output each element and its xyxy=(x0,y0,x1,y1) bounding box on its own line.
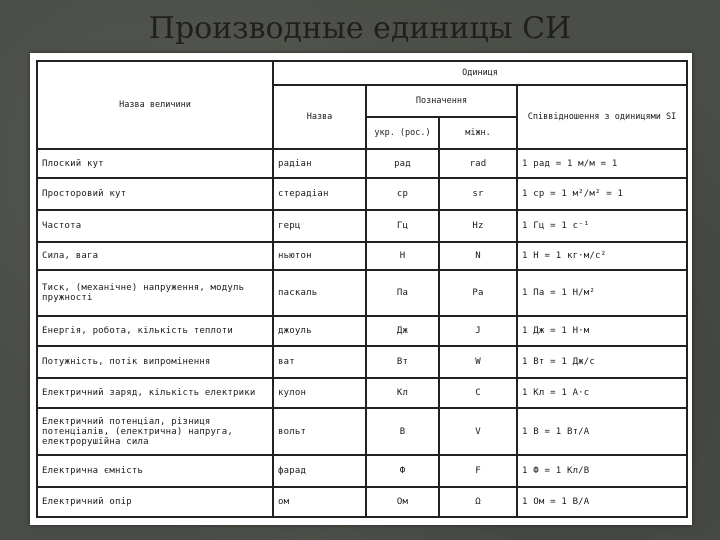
cell-relation: 1 Ф = 1 Кл/В xyxy=(517,455,687,487)
table-row xyxy=(37,316,687,346)
cell-relation: 1 Па = 1 Н/м² xyxy=(517,270,687,316)
cell-symbol-ukr: Вт xyxy=(366,346,439,378)
cell-quantity: Електрична ємність xyxy=(37,455,273,487)
cell-relation: 1 Вт = 1 Дж/с xyxy=(517,346,687,378)
cell-relation: 1 Кл = 1 А·с xyxy=(517,378,687,408)
cell-unit-name: стерадіан xyxy=(273,178,366,210)
cell-quantity: Тиск, (механічне) напруження, модуль пружності xyxy=(37,270,273,316)
cell-relation: 1 Ом = 1 В/А xyxy=(517,487,687,517)
cell-symbol-intl: Ω xyxy=(439,487,517,517)
table-row xyxy=(37,455,687,487)
cell-symbol-ukr: Кл xyxy=(366,378,439,408)
cell-unit-name: паскаль xyxy=(273,270,366,316)
table-row xyxy=(37,346,687,378)
cell-symbol-intl: W xyxy=(439,346,517,378)
cell-quantity: Просторовий кут xyxy=(37,178,273,210)
cell-unit-name: ом xyxy=(273,487,366,517)
header-designation: Позначення xyxy=(366,85,517,117)
cell-symbol-ukr: рад xyxy=(366,149,439,178)
cell-relation: 1 рад = 1 м/м = 1 xyxy=(517,149,687,178)
cell-relation: 1 Дж = 1 Н·м xyxy=(517,316,687,346)
slide-title: Производные единицы СИ xyxy=(148,11,572,46)
cell-quantity: Сила, вага xyxy=(37,242,273,270)
cell-unit-name: ват xyxy=(273,346,366,378)
table-row xyxy=(37,270,687,316)
cell-quantity: Електричний опір xyxy=(37,487,273,517)
header-symbol-ukr: укр. (рос.) xyxy=(366,117,439,149)
table-row xyxy=(37,378,687,408)
table-row xyxy=(37,210,687,242)
cell-symbol-intl: F xyxy=(439,455,517,487)
si-table-sheet xyxy=(30,53,692,525)
cell-quantity: Енергія, робота, кількість теплоти xyxy=(37,316,273,346)
cell-unit-name: кулон xyxy=(273,378,366,408)
table-row xyxy=(37,149,687,178)
cell-unit-name: герц xyxy=(273,210,366,242)
cell-unit-name: ньютон xyxy=(273,242,366,270)
cell-quantity: Електричний заряд, кількість електрики xyxy=(37,378,273,408)
cell-symbol-ukr: Н xyxy=(366,242,439,270)
cell-symbol-intl: V xyxy=(439,408,517,455)
cell-relation: 1 В = 1 Вт/А xyxy=(517,408,687,455)
cell-symbol-intl: C xyxy=(439,378,517,408)
cell-quantity: Потужність, потік випромінення xyxy=(37,346,273,378)
table-row xyxy=(37,178,687,210)
header-quantity-name: Назва величини xyxy=(37,61,273,149)
cell-symbol-ukr: Ф xyxy=(366,455,439,487)
cell-relation: 1 ср = 1 м²/м² = 1 xyxy=(517,178,687,210)
cell-unit-name: вольт xyxy=(273,408,366,455)
cell-symbol-ukr: Дж xyxy=(366,316,439,346)
cell-symbol-intl: sr xyxy=(439,178,517,210)
table-body xyxy=(37,149,687,517)
header-unit-group: Одиниця xyxy=(273,61,687,85)
cell-symbol-ukr: В xyxy=(366,408,439,455)
cell-unit-name: джоуль xyxy=(273,316,366,346)
cell-symbol-ukr: ср xyxy=(366,178,439,210)
cell-quantity: Електричний потенціал, різниця потенціалів, (електрична) напруга, електрорушійна сила xyxy=(37,408,273,455)
cell-quantity: Плоский кут xyxy=(37,149,273,178)
si-derived-units-table xyxy=(36,60,688,518)
header-relation: Співвідношення з одиницями SI xyxy=(517,85,687,149)
header-unit-name: Назва xyxy=(273,85,366,149)
cell-symbol-intl: N xyxy=(439,242,517,270)
cell-relation: 1 Н = 1 кг·м/с² xyxy=(517,242,687,270)
cell-symbol-intl: Pa xyxy=(439,270,517,316)
cell-symbol-ukr: Гц xyxy=(366,210,439,242)
table-row xyxy=(37,487,687,517)
table-row xyxy=(37,242,687,270)
cell-unit-name: фарад xyxy=(273,455,366,487)
cell-symbol-ukr: Ом xyxy=(366,487,439,517)
cell-unit-name: радіан xyxy=(273,149,366,178)
cell-symbol-intl: J xyxy=(439,316,517,346)
cell-symbol-intl: rad xyxy=(439,149,517,178)
cell-quantity: Частота xyxy=(37,210,273,242)
header-symbol-intl: міжн. xyxy=(439,117,517,149)
cell-symbol-ukr: Па xyxy=(366,270,439,316)
cell-relation: 1 Гц = 1 с⁻¹ xyxy=(517,210,687,242)
cell-symbol-intl: Hz xyxy=(439,210,517,242)
table-row xyxy=(37,408,687,455)
